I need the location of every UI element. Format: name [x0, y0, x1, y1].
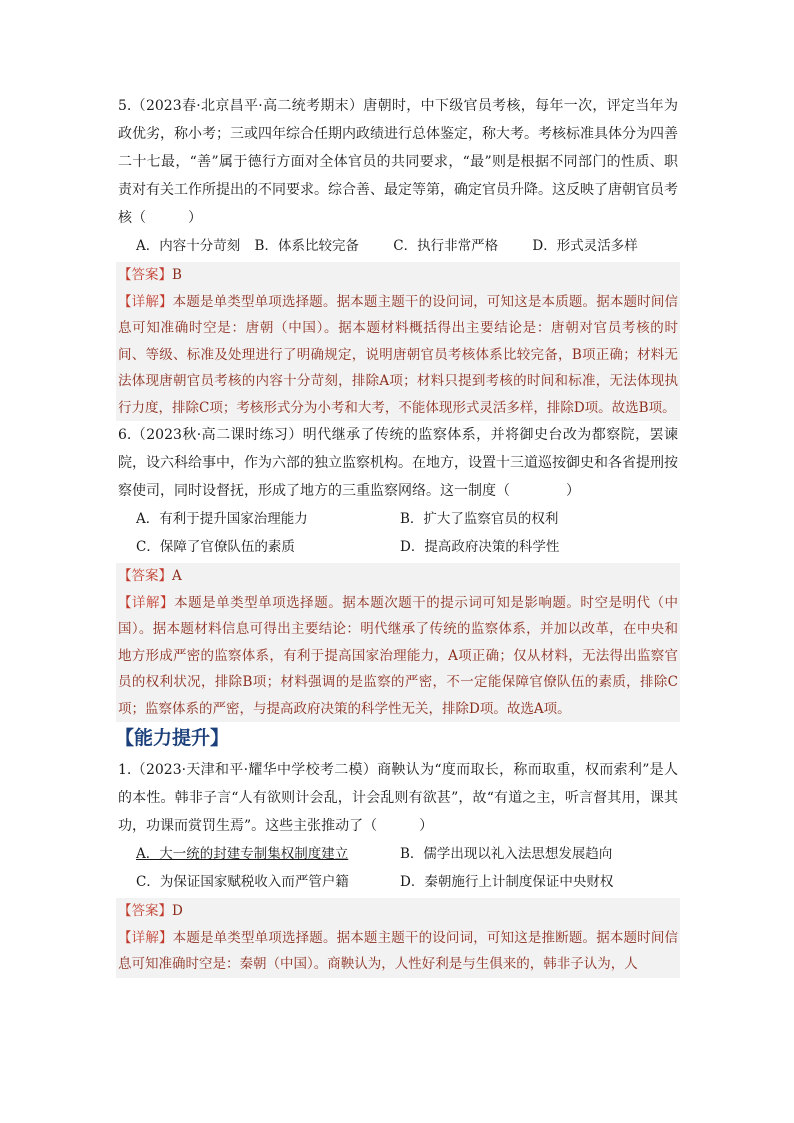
q6-option-c: C．保障了官僚队伍的素质 [136, 539, 295, 555]
q5-answer-block [116, 262, 680, 421]
question-6-options [118, 505, 678, 561]
q5-answer [118, 262, 678, 289]
q5-option-c: C．执行非常严格 [393, 238, 499, 254]
q6-answer [118, 563, 678, 590]
q6-option-a: A．有利于提升国家治理能力 [136, 511, 308, 527]
q6-option-d: D．提高政府决策的科学性 [400, 539, 560, 555]
q1-answer [118, 898, 678, 925]
q6-option-b: B．扩大了监察官员的权利 [400, 511, 559, 527]
q5-option-b: B．体系比较完备 [254, 238, 359, 254]
q1-explanation [118, 925, 678, 978]
answer-label: 【答案】 [118, 903, 172, 919]
explain-label: 【详解】 [118, 594, 175, 611]
question-5-stem: 5.（2023春·北京昌平·高二统考期末）唐朝时，中下级官员考核，每年一次，评定当年为政优劣，称小考；三或四年综合任期内政绩进行总体鉴定，称大考。考核标准具体分为四善二十七最，“善”属于德行方面对全体官员的共同要求，“最”则是根据不同部门的性质、职责对有关工作所提出的不同要求。综合善、最定等第，确定官员升降。这反映了唐朝官员考核（ ） [118, 98, 678, 226]
explain-text: 本题是单类型单项选择题。据本题主题干的设问词，可知这是本质题。据本题时间信息可知准确时空是：唐朝（中国）。据本题材料概括得出主要结论是：唐朝对官员考核的时间、等级、标准及处理进行了明确规定，说明唐朝官员考核体系比较完备，B项正确；材料无法体现唐朝官员考核的内容十分苛刻，排除A项；材料只提到考核的时间和标准，无法体现执行力度，排除C项；考核形式分为小考和大考，不能体现形式灵活多样，排除D项。故选B项。 [118, 293, 679, 416]
explain-text: 本题是单类型单项选择题。据本题次题干的提示词可知是影响题。时空是明代（中国）。据本题材料信息可得出主要结论：明代继承了传统的监察体系，并加以改革，在中央和地方形成严密的监察体系，有利于提高国家治理能力，A项正确；仅从材料，无法得出监察官员的权利状况，排除B项；材料强调的是监察的严密，不一定能保障官僚队伍的素质，排除C项；监察体系的严密，与提高政府决策的科学性无关，排除D项。故选A项。 [118, 594, 679, 717]
q1-option-b: B．儒学出现以礼入法思想发展趋向 [400, 846, 613, 862]
explain-label: 【详解】 [118, 293, 173, 310]
answer-value: D [172, 903, 183, 919]
q1-option-d: D．秦朝施行上计制度保证中央财权 [400, 874, 614, 890]
answer-label: 【答案】 [118, 568, 172, 584]
question-1-options [118, 840, 678, 896]
q1-answer-block [116, 898, 680, 978]
answer-value: A [172, 568, 182, 584]
q1-option-c: C．为保证国家赋税收入而严管户籍 [136, 874, 349, 890]
q6-answer-block [116, 563, 680, 722]
answer-label: 【答案】 [118, 267, 172, 283]
question-1-stem: 1.（2023·天津和平·耀华中学校考二模）商鞅认为“度而取长，称而取重，权而索利”是人的本性。韩非子言“人有欲则计会乱，计会乱则有欲甚”，故“有道之主，听言督其用，课其功，功课而赏罚生焉”。这些主张推动了（ ） [118, 762, 678, 834]
explain-text: 本题是单类型单项选择题。据本题主题干的设问词，可知这是推断题。据本题时间信息可知准确时空是：秦朝（中国）。商鞅认为，人性好利是与生俱来的，韩非子认为，人 [118, 929, 679, 972]
explain-label: 【详解】 [118, 929, 173, 946]
q5-explanation [118, 289, 678, 422]
question-6-stem: 6.（2023秋·高二课时练习）明代继承了传统的监察体系，并将御史台改为都察院，罢谏院，设六科给事中，作为六部的独立监察机构。在地方，设置十三道巡按御史和各省提刑按察使司，同时设督抚，形成了地方的三重监察网络。这一制度（ ） [118, 427, 678, 499]
question-5-options [118, 232, 678, 260]
q1-option-a: A．大一统的封建专制集权制度建立 [136, 846, 349, 862]
page-content [115, 92, 679, 978]
q5-option-a: A．内容十分苛刻 [136, 238, 241, 254]
q6-explanation [118, 590, 678, 723]
section-title: 【能力提升】 [115, 727, 230, 749]
q5-option-d: D．形式灵活多样 [532, 238, 638, 254]
answer-value: B [172, 267, 182, 283]
